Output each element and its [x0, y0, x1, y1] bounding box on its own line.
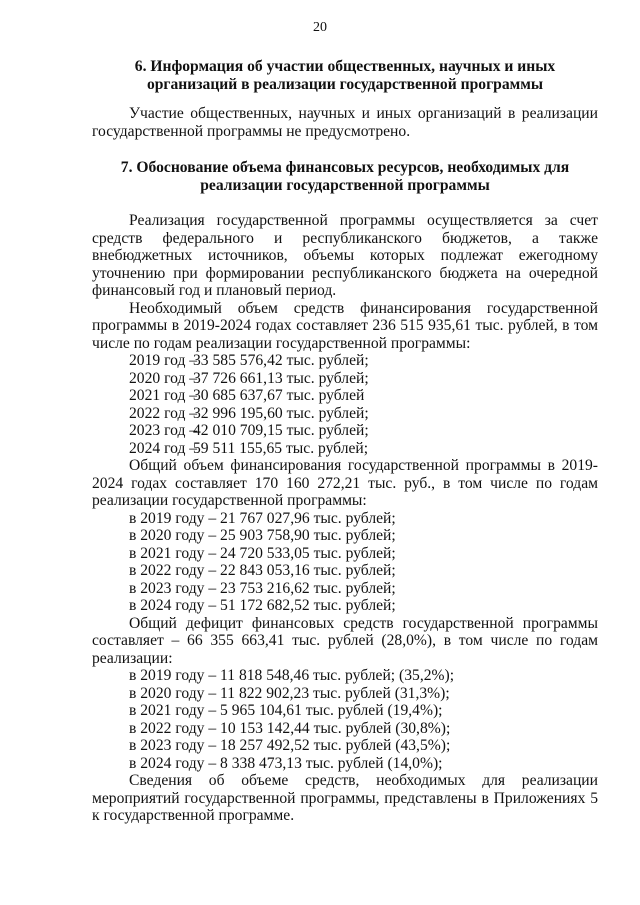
list-item: в 2021 году – 24 720 533,05 тыс. рублей;: [129, 544, 396, 562]
page-number: 20: [313, 20, 327, 35]
section-6-text: Участие общественных, научных и иных организаций в реализации государственной программы не предусмотрено.: [92, 105, 598, 140]
deficit-by-year-list: [92, 667, 598, 772]
list-item: в 2023 году – 18 257 492,52 тыс. рублей (43,5%);: [129, 737, 451, 754]
list-item: в 2019 году – 11 818 548,46 тыс. рублей; (35,2%);: [129, 667, 455, 684]
list-item: в 2020 году – 11 822 902,23 тыс. рублей (31,3%);: [129, 684, 450, 702]
list-item: в 2020 году – 25 903 758,90 тыс. рублей;: [129, 527, 396, 544]
section-7-heading-line-2: реализации государственной программы: [200, 176, 490, 194]
section-7-heading-line-1: 7. Обоснование объема финансовых ресурсов, необходимых для: [120, 159, 570, 176]
paragraph-total-financing: Общий объем финансирования государственной программы в 2019-2024 годах составляет 170 160 272,21 тыс. руб., в том числе по годам реализации государственной программы:: [92, 457, 598, 509]
paragraph-appendix-reference: Сведения об объеме средств, необходимых для реализации мероприятий государственной программы, представлены в Приложениях 5 к государственной программе.: [92, 772, 598, 824]
list-item: 2019 год –33 585 576,42 тыс. рублей;: [129, 352, 369, 369]
total-by-year-list: [92, 352, 598, 457]
page-content: [92, 58, 598, 825]
list-item: в 2021 году – 5 965 104,61 тыс. рублей (19,4%);: [129, 702, 443, 719]
list-item: 2024 год –59 511 155,65 тыс. рублей;: [129, 439, 369, 457]
financing-by-year-list: [92, 510, 598, 615]
paragraph-required-funds: Необходимый объем средств финансирования государственной программы в 2019-2024 годах составляет 236 515 935,61 тыс. рублей, в том числе по годам реализации государственной программы:: [92, 299, 598, 352]
paragraph-funding-sources: Реализация государственной программы осуществляется за счет средств федерального и республиканского бюджетов, а также внебюджетных источников, объемы которых подлежат ежегодному уточнению при формировании республиканского бюджета на очередной финансовый год и плановый период.: [92, 212, 598, 299]
list-item: в 2024 году – 51 172 682,52 тыс. рублей;: [129, 597, 396, 614]
section-6-heading-line-1: 6. Информация об участии общественных, научных и иных: [134, 58, 556, 75]
list-item: 2021 год –30 685 637,67 тыс. рублей: [129, 387, 365, 404]
paragraph-deficit: Общий дефицит финансовых средств государственной программы составляет – 66 355 663,41 тыс. рублей (28,0%), в том числе по годам реализации:: [92, 614, 598, 667]
list-item: 2022 год –32 996 195,60 тыс. рублей;: [129, 404, 369, 422]
section-7: [92, 159, 598, 825]
list-item: 2020 год –37 726 661,13 тыс. рублей;: [129, 369, 369, 387]
list-item: в 2022 году – 10 153 142,44 тыс. рублей (30,8%);: [129, 719, 451, 737]
list-item: в 2024 году – 8 338 473,13 тыс. рублей (14,0%);: [129, 754, 443, 772]
list-item: в 2023 году – 23 753 216,62 тыс. рублей;: [129, 579, 396, 597]
list-item: в 2022 году – 22 843 053,16 тыс. рублей;: [129, 562, 396, 579]
list-item: 2023 год –42 010 709,15 тыс. рублей;: [129, 422, 369, 439]
section-6-heading-line-2: организаций в реализации государственной программы: [146, 75, 544, 93]
list-item: в 2019 году – 21 767 027,96 тыс. рублей;: [129, 509, 396, 527]
section-6: [92, 58, 598, 140]
